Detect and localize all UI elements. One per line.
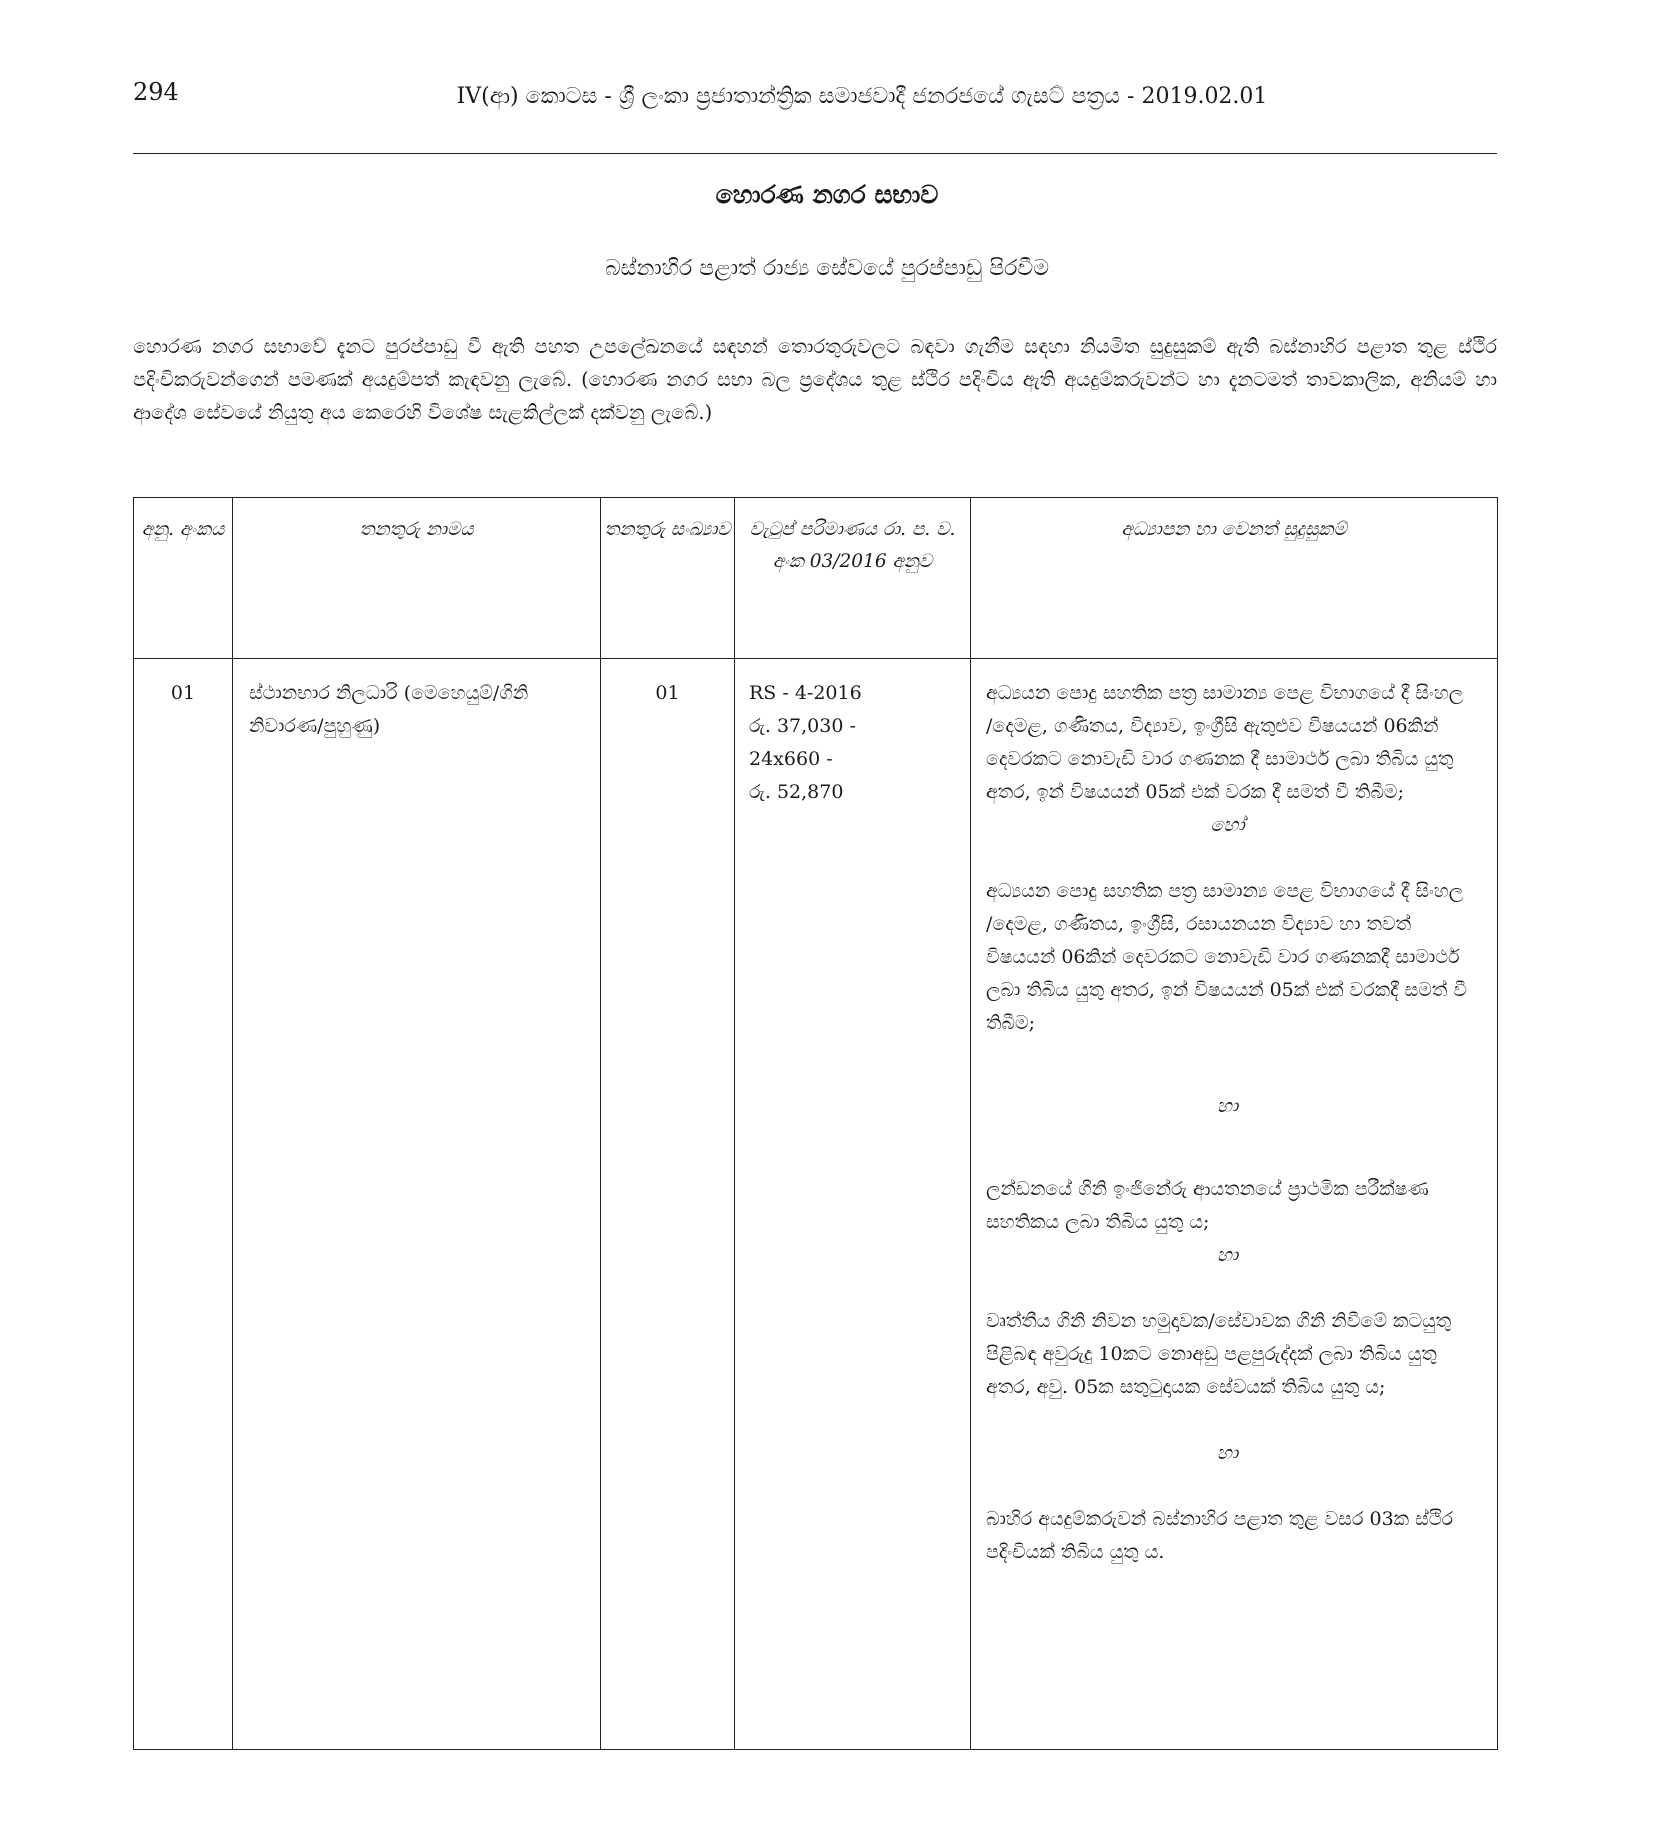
cell-post-title: ස්ථානභාර නිලධාරි (මෙහෙයුම්/ගිනි නිවාරණ/පුහුණු) <box>233 659 601 1750</box>
salary-code: RS - 4-2016 <box>749 682 862 704</box>
salary-max: රු. 52,870 <box>749 781 844 803</box>
header-qualifications: අධ්‍යාපන හා වෙනත් සුදුසුකම් <box>971 498 1498 659</box>
connector-or: හෝ <box>1210 814 1245 836</box>
qualification-2: අධ්‍යයන පොදු සහතික පත්‍ර සාමාන්‍ය පෙළ විභාගයේ දී සිංහල /දෙමළ, ගණිතය, ඉංග්‍රීසි, රසායනයන විද්‍යාව හා තවත් විෂයයන් 06කින් දෙවරකට නොවැඩි වාර ගණනකදී සාමාර්ථ ලබා තිබිය යුතු අතර, ඉන් විෂයයන් 05ක් එක් වරකදී සමත් වී තිබීම; <box>986 880 1468 1034</box>
header-post: තනතුරු නාමය <box>233 498 601 659</box>
table-header-row <box>134 498 1498 659</box>
running-header: IV(ආ) කොටස - ශ්‍රී ලංකා ප්‍රජාතාන්ත්‍රික සමාජවාදී ජනරජයේ ගැසට් පත්‍රය - 2019.02.01 <box>456 84 1268 109</box>
cell-salary-scale <box>735 659 971 1750</box>
qualification-3: ලන්ඩනයේ ගිනි ඉංජිනේරු ආයතනයේ ප්‍රාථමික පරීක්ෂණ සහතිකය ලබා තිබිය යුතු ය; <box>986 1178 1429 1233</box>
connector-and-3: හා <box>1216 1442 1239 1464</box>
qualification-5: බාහිර අයදුම්කරුවන් බස්නාහිර පළාත තුළ වසර 03ක ස්ථිර පදිංචියක් තිබිය යුතු ය. <box>986 1508 1454 1563</box>
vacancy-table <box>133 497 1498 1750</box>
intro-paragraph: හොරණ නගර සභාවේ දැනට පුරප්පාඩු වී ඇති පහත උපලේඛනයේ සඳහන් තොරතුරුවලට බඳවා ගැනීම සඳහා නියමිත සුදුසුකම් ඇති බස්නාහිර පළාත තුළ ස්ථිර පදිංචිකරුවන්ගෙන් පමණක් අයදුම්පත් කැඳවනු ලැබේ. (හොරණ නගර සභා බල ප්‍රදේශය තුළ ස්ථිර පදිංචිය ඇති අයදුම්කරුවන්ට හා දැනටමත් තාවකාලික, අනියම් හා ආදේශ සේවයේ නියුතු අය කෙරෙහි විශේෂ සැළකිල්ලක් දක්වනු ලැබේ.) <box>133 335 1497 424</box>
cell-post-count: 01 <box>601 659 735 1750</box>
salary-step: 24x660 - <box>749 748 833 770</box>
page-title: හොරණ නගර සභාව <box>715 180 939 209</box>
cell-serial: 01 <box>134 659 233 1750</box>
page-subtitle: බස්නාහිර පළාත් රාජ්‍ය සේවයේ පුරප්පාඩු පිරවීම <box>604 256 1050 281</box>
table-row <box>134 659 1498 1750</box>
qualification-4: වෘත්තීය ගිනි නිවන හමුදාවක/සේවාවක ගිනි නිවීමේ කටයුතු පිළිබඳ අවුරුදු 10කට නොඅඩු පළපුරුද්දක් ලබා තිබිය යුතු අතර, අවු. 05ක සතුටුදායක සේවයක් තිබිය යුතු ය; <box>986 1310 1452 1398</box>
connector-and-1: හා <box>1216 1095 1239 1117</box>
header-count: තනතුරු සංඛ්‍යාව <box>601 498 735 659</box>
page-number: 294 <box>133 78 179 106</box>
cell-qualifications <box>971 659 1498 1750</box>
salary-min: රු. 37,030 - <box>749 715 856 737</box>
qualification-1: අධ්‍යයන පොදු සහතික පත්‍ර සාමාන්‍ය පෙළ විභාගයේ දී සිංහල /දෙමළ, ගණිතය, විද්‍යාව, ඉංග්‍රීසි ඇතුළුව විෂයයන් 06කින් දෙවරකට නොවැඩි වාර ගණනක දී සාමාර්ථ ලබා තිබිය යුතු අතර, ඉන් විෂයයන් 05ක් එක් වරක දී සමත් වී තිබීම; <box>986 682 1464 803</box>
header-divider <box>133 153 1497 154</box>
header-serial: අනු. අංකය <box>134 498 233 659</box>
header-salary: වැටුප් පරිමාණය රා. ප. ව. අංක 03/2016 අනුව <box>735 498 971 659</box>
connector-and-2: හා <box>1216 1244 1239 1266</box>
